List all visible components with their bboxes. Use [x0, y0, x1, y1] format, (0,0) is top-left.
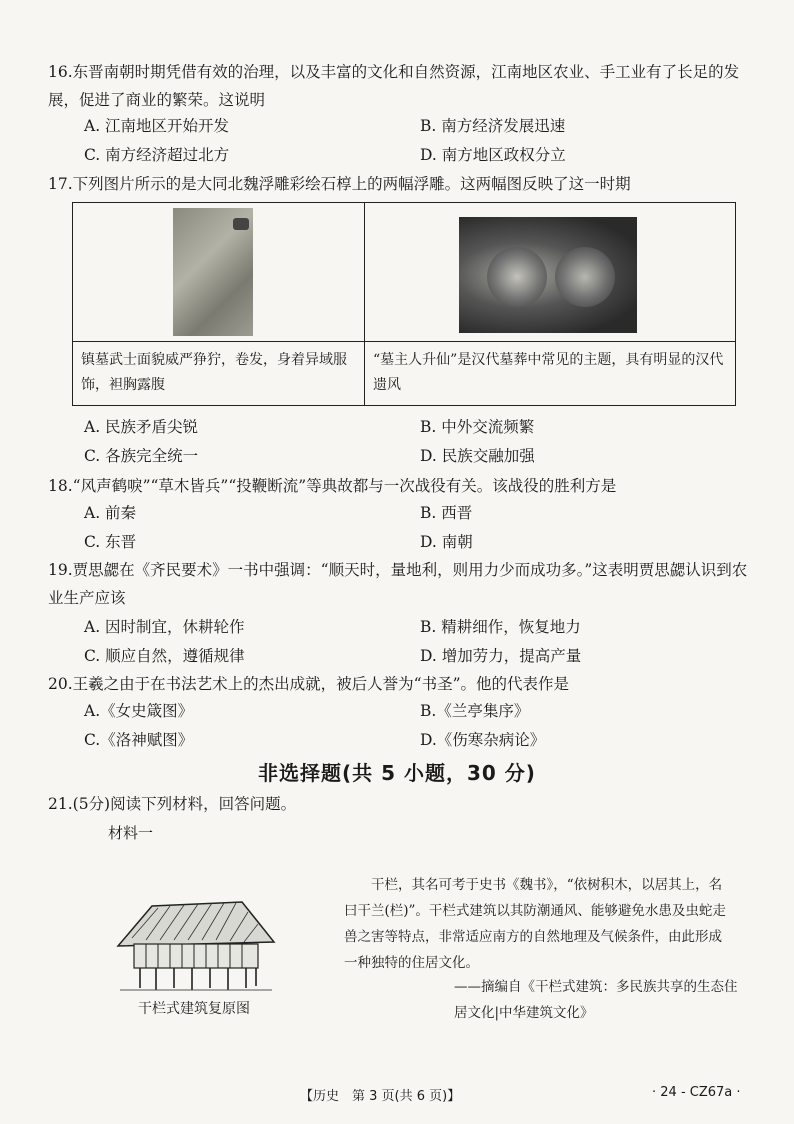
q16-option-a: A. 江南地区开始开发 [84, 117, 230, 135]
relief-image-right-cell [365, 203, 735, 341]
material-label: 材料一 [108, 824, 154, 842]
relief-caption-left: 镇墓武士面貌威严狰狞，卷发，身着异域服饰，袒胸露腹 [81, 352, 347, 393]
q17-option-c: C. 各族完全统一 [84, 447, 199, 465]
question-21-stem: 21.(5分)阅读下列材料，回答问题。 [48, 795, 297, 813]
q20-option-d: D.《伤寒杂病论》 [420, 731, 546, 749]
q18-option-b: B. 西晋 [420, 504, 473, 522]
q19-option-a: A. 因时制宜，休耕轮作 [84, 618, 245, 636]
q19-option-b: B. 精耕细作，恢复地力 [420, 618, 581, 636]
q18-option-d: D. 南朝 [420, 533, 473, 551]
question-20-stem: 20.王羲之由于在书法艺术上的杰出成就，被后人誉为“书圣”。他的代表作是 [48, 675, 570, 693]
footer-page-info: 【历史 第 3 页(共 6 页)】 [300, 1089, 461, 1104]
q16-option-c: C. 南方经济超过北方 [84, 146, 230, 164]
q17-option-b: B. 中外交流频繁 [420, 418, 535, 436]
relief-image-table [72, 202, 736, 406]
tomb-guardian-relief-image [173, 208, 253, 336]
relief-caption-right: “墓主人升仙”是汉代墓葬中常见的主题，具有明显的汉代遗风 [373, 352, 724, 393]
material-one-text: 干栏，其名可考于史书《魏书》，“依树积木，以居其上，名曰干兰(栏)”。干栏式建筑以其防潮通风、能够避免水患及虫蛇走兽之害等特点，非常适应南方的自然地理及气候条件，由此形成一种独特的住居文化。 [344, 877, 726, 971]
stilt-house-caption: 干栏式建筑复原图 [138, 1001, 250, 1017]
q17-option-a: A. 民族矛盾尖锐 [84, 418, 199, 436]
q20-option-b: B.《兰亭集序》 [420, 702, 530, 720]
q20-option-c: C.《洛神赋图》 [84, 731, 194, 749]
q20-option-a: A.《女史箴图》 [84, 702, 194, 720]
material-one-source: ——摘编自《干栏式建筑：多民族共享的生态住居文化|中华建筑文化》 [454, 979, 738, 1021]
q16-option-d: D. 南方地区政权分立 [420, 146, 566, 164]
q16-option-b: B. 南方经济发展迅速 [420, 117, 566, 135]
q18-option-c: C. 东晋 [84, 533, 137, 551]
q19-option-d: D. 增加劳力，提高产量 [420, 647, 582, 665]
footer-code: · 24 - CZ67a · [652, 1085, 741, 1100]
stilt-house-illustration [112, 898, 280, 994]
q19-option-c: C. 顺应自然，遵循规律 [84, 647, 245, 665]
q18-option-a: A. 前秦 [84, 504, 137, 522]
ascension-relief-image [459, 217, 637, 333]
question-18-stem: 18.“风声鹤唳”“草木皆兵”“投鞭断流”等典故都与一次战役有关。该战役的胜利方是 [48, 477, 617, 495]
relief-image-left-cell [73, 203, 364, 341]
question-17-stem: 17.下列图片所示的是大同北魏浮雕彩绘石椁上的两幅浮雕。这两幅图反映了这一时期 [48, 175, 631, 193]
section-title: 非选择题(共 5 小题，30 分) [258, 761, 536, 785]
question-16-stem: 16.东晋南朝时期凭借有效的治理，以及丰富的文化和自然资源，江南地区农业、手工业有了长足的发展，促进了商业的繁荣。这说明 [48, 63, 740, 109]
q17-option-d: D. 民族交融加强 [420, 447, 535, 465]
question-19-stem: 19.贾思勰在《齐民要术》一书中强调：“顺天时，量地利，则用力少而成功多。”这表明贾思勰认识到农业生产应该 [48, 561, 748, 607]
